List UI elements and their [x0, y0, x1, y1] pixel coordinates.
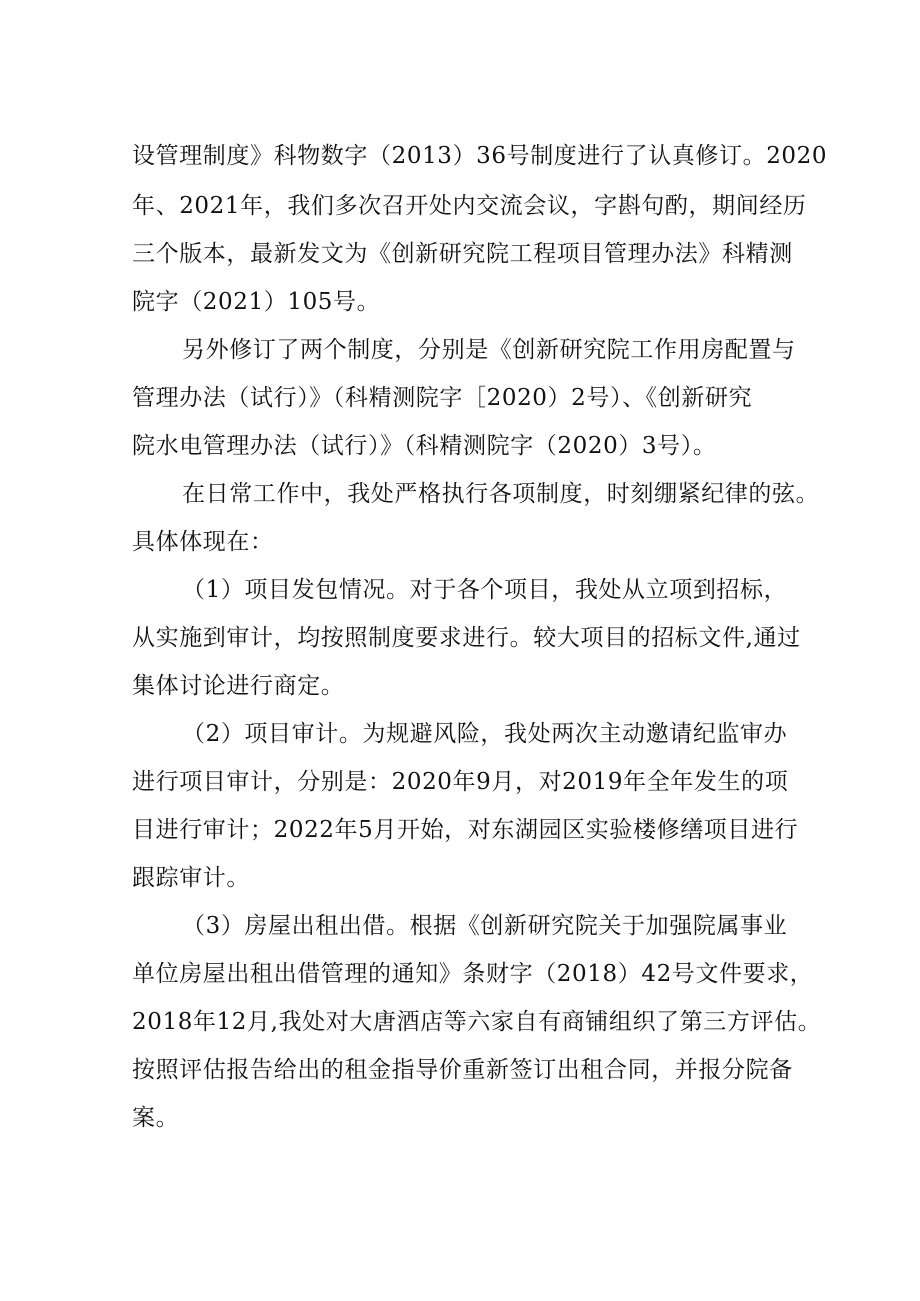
text-line: 2018年12月,我处对大唐酒店等六家自有商铺组织了第三方评估。 [132, 1009, 822, 1035]
text-line: 管理办法（试行）》（科精测院字［2020）2号）、《创新研究 [132, 385, 753, 411]
text-line: 三个版本，最新发文为《创新研究院工程项目管理办法》科精测 [132, 241, 793, 267]
text-line: 在日常工作中，我处严格执行各项制度，时刻绷紧纪律的弦。 [182, 481, 820, 507]
text-line: （2）项目审计。为规避风险，我处两次主动邀请纪监审办 [182, 721, 788, 747]
text-line: 进行项目审计，分别是：2020年9月，对2019年全年发生的项 [132, 769, 789, 795]
text-line: 跟踪审计。 [132, 865, 250, 891]
text-line: 集体讨论进行商定。 [132, 673, 345, 699]
text-line: 按照评估报告给出的租金指导价重新签订出租合同，并报分院备 [132, 1057, 793, 1083]
text-line: 单位房屋出租出借管理的通知》条财字（2018）42号文件要求， [132, 961, 814, 987]
text-line: 案。 [132, 1105, 180, 1131]
text-line: （3）房屋出租出借。根据《创新研究院关于加强院属事业 [182, 913, 788, 939]
text-line: 具体体现在： [132, 529, 274, 555]
text-line: 年、2021年，我们多次召开处内交流会议，字斟句酌，期间经历 [132, 193, 807, 219]
text-line: 院水电管理办法（试行）》（科精测院字（2020）3号）。 [132, 433, 717, 459]
text-line: 设管理制度》科物数字（2013）36号制度进行了认真修订。2020 [132, 143, 828, 169]
text-line: 目进行审计；2022年5月开始，对东湖园区实验楼修缮项目进行 [132, 817, 799, 843]
text-line: 另外修订了两个制度，分别是《创新研究院工作用房配置与 [182, 337, 796, 363]
text-line: 院字（2021）105号。 [132, 289, 381, 315]
text-line: （1）项目发包情况。对于各个项目，我处从立项到招标， [182, 577, 788, 603]
text-line: 从实施到审计，均按照制度要求进行。较大项目的招标文件,通过 [132, 625, 801, 651]
